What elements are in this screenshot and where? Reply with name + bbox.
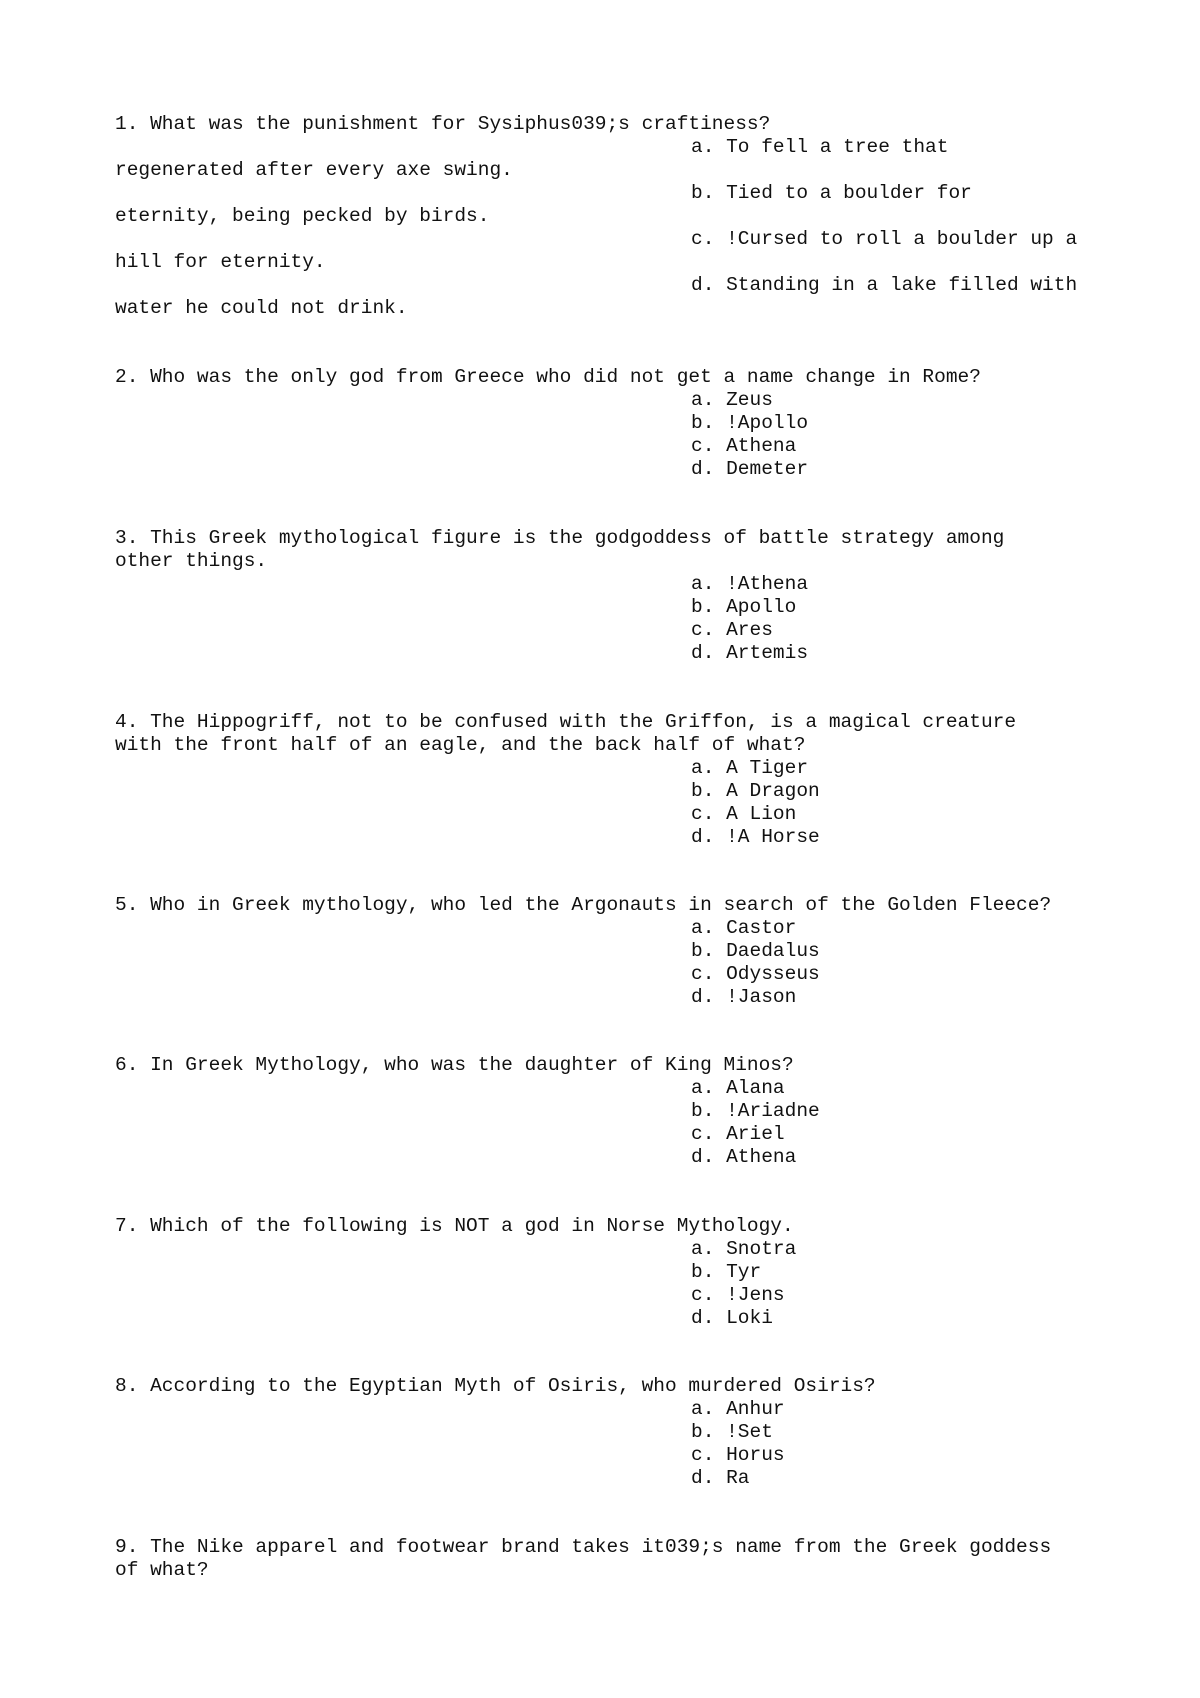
question-9-text: 9. The Nike apparel and footwear brand takes it039;s name from the Greek goddess bbox=[115, 1536, 1052, 1558]
question-6-option-c: c. Ariel bbox=[691, 1123, 785, 1145]
question-5-option-b: b. Daedalus bbox=[691, 940, 820, 962]
question-4-option-d: d. !A Horse bbox=[691, 826, 820, 848]
question-2-option-d: d. Demeter bbox=[691, 458, 809, 480]
question-7-option-b: b. Tyr bbox=[691, 1261, 762, 1283]
question-1-option-b: b. Tied to a boulder for bbox=[691, 182, 972, 204]
question-1-option-b-continued: eternity, being pecked by birds. bbox=[115, 205, 490, 227]
question-1-text: 1. What was the punishment for Sysiphus039;s craftiness? bbox=[115, 113, 771, 135]
question-4-text: 4. The Hippogriff, not to be confused with the Griffon, is a magical creature bbox=[115, 711, 1017, 733]
question-6-text: 6. In Greek Mythology, who was the daughter of King Minos? bbox=[115, 1054, 794, 1076]
question-8-option-a: a. Anhur bbox=[691, 1398, 785, 1420]
question-5-text: 5. Who in Greek mythology, who led the Argonauts in search of the Golden Fleece? bbox=[115, 894, 1052, 916]
question-1-option-d: d. Standing in a lake filled with bbox=[691, 274, 1078, 296]
question-8-option-b: b. !Set bbox=[691, 1421, 773, 1443]
question-5-option-d: d. !Jason bbox=[691, 986, 797, 1008]
question-1-option-c: c. !Cursed to roll a boulder up a bbox=[691, 228, 1078, 250]
question-7-text: 7. Which of the following is NOT a god in Norse Mythology. bbox=[115, 1215, 794, 1237]
question-3-text: 3. This Greek mythological figure is the godgoddess of battle strategy among bbox=[115, 527, 1005, 549]
question-1-option-a: a. To fell a tree that bbox=[691, 136, 949, 158]
question-2-option-b: b. !Apollo bbox=[691, 412, 809, 434]
question-8-text: 8. According to the Egyptian Myth of Osiris, who murdered Osiris? bbox=[115, 1375, 876, 1397]
question-3-option-a: a. !Athena bbox=[691, 573, 809, 595]
question-3-text-continued: other things. bbox=[115, 550, 268, 572]
question-7-option-d: d. Loki bbox=[691, 1307, 773, 1329]
question-7-option-a: a. Snotra bbox=[691, 1238, 797, 1260]
question-3-option-c: c. Ares bbox=[691, 619, 773, 641]
question-4-option-a: a. A Tiger bbox=[691, 757, 809, 779]
question-1-option-d-continued: water he could not drink. bbox=[115, 297, 408, 319]
question-4-text-continued: with the front half of an eagle, and the back half of what? bbox=[115, 734, 806, 756]
question-3-option-b: b. Apollo bbox=[691, 596, 797, 618]
question-6-option-d: d. Athena bbox=[691, 1146, 797, 1168]
question-5-option-c: c. Odysseus bbox=[691, 963, 820, 985]
question-2-option-a: a. Zeus bbox=[691, 389, 773, 411]
question-4-option-c: c. A Lion bbox=[691, 803, 797, 825]
question-6-option-a: a. Alana bbox=[691, 1077, 785, 1099]
question-2-option-c: c. Athena bbox=[691, 435, 797, 457]
question-3-option-d: d. Artemis bbox=[691, 642, 809, 664]
question-5-option-a: a. Castor bbox=[691, 917, 797, 939]
question-7-option-c: c. !Jens bbox=[691, 1284, 785, 1306]
question-8-option-d: d. Ra bbox=[691, 1467, 750, 1489]
question-1-option-a-continued: regenerated after every axe swing. bbox=[115, 159, 513, 181]
question-4-option-b: b. A Dragon bbox=[691, 780, 820, 802]
question-8-option-c: c. Horus bbox=[691, 1444, 785, 1466]
question-9-text-continued: of what? bbox=[115, 1559, 209, 1581]
question-2-text: 2. Who was the only god from Greece who did not get a name change in Rome? bbox=[115, 366, 981, 388]
question-6-option-b: b. !Ariadne bbox=[691, 1100, 820, 1122]
question-1-option-c-continued: hill for eternity. bbox=[115, 251, 326, 273]
